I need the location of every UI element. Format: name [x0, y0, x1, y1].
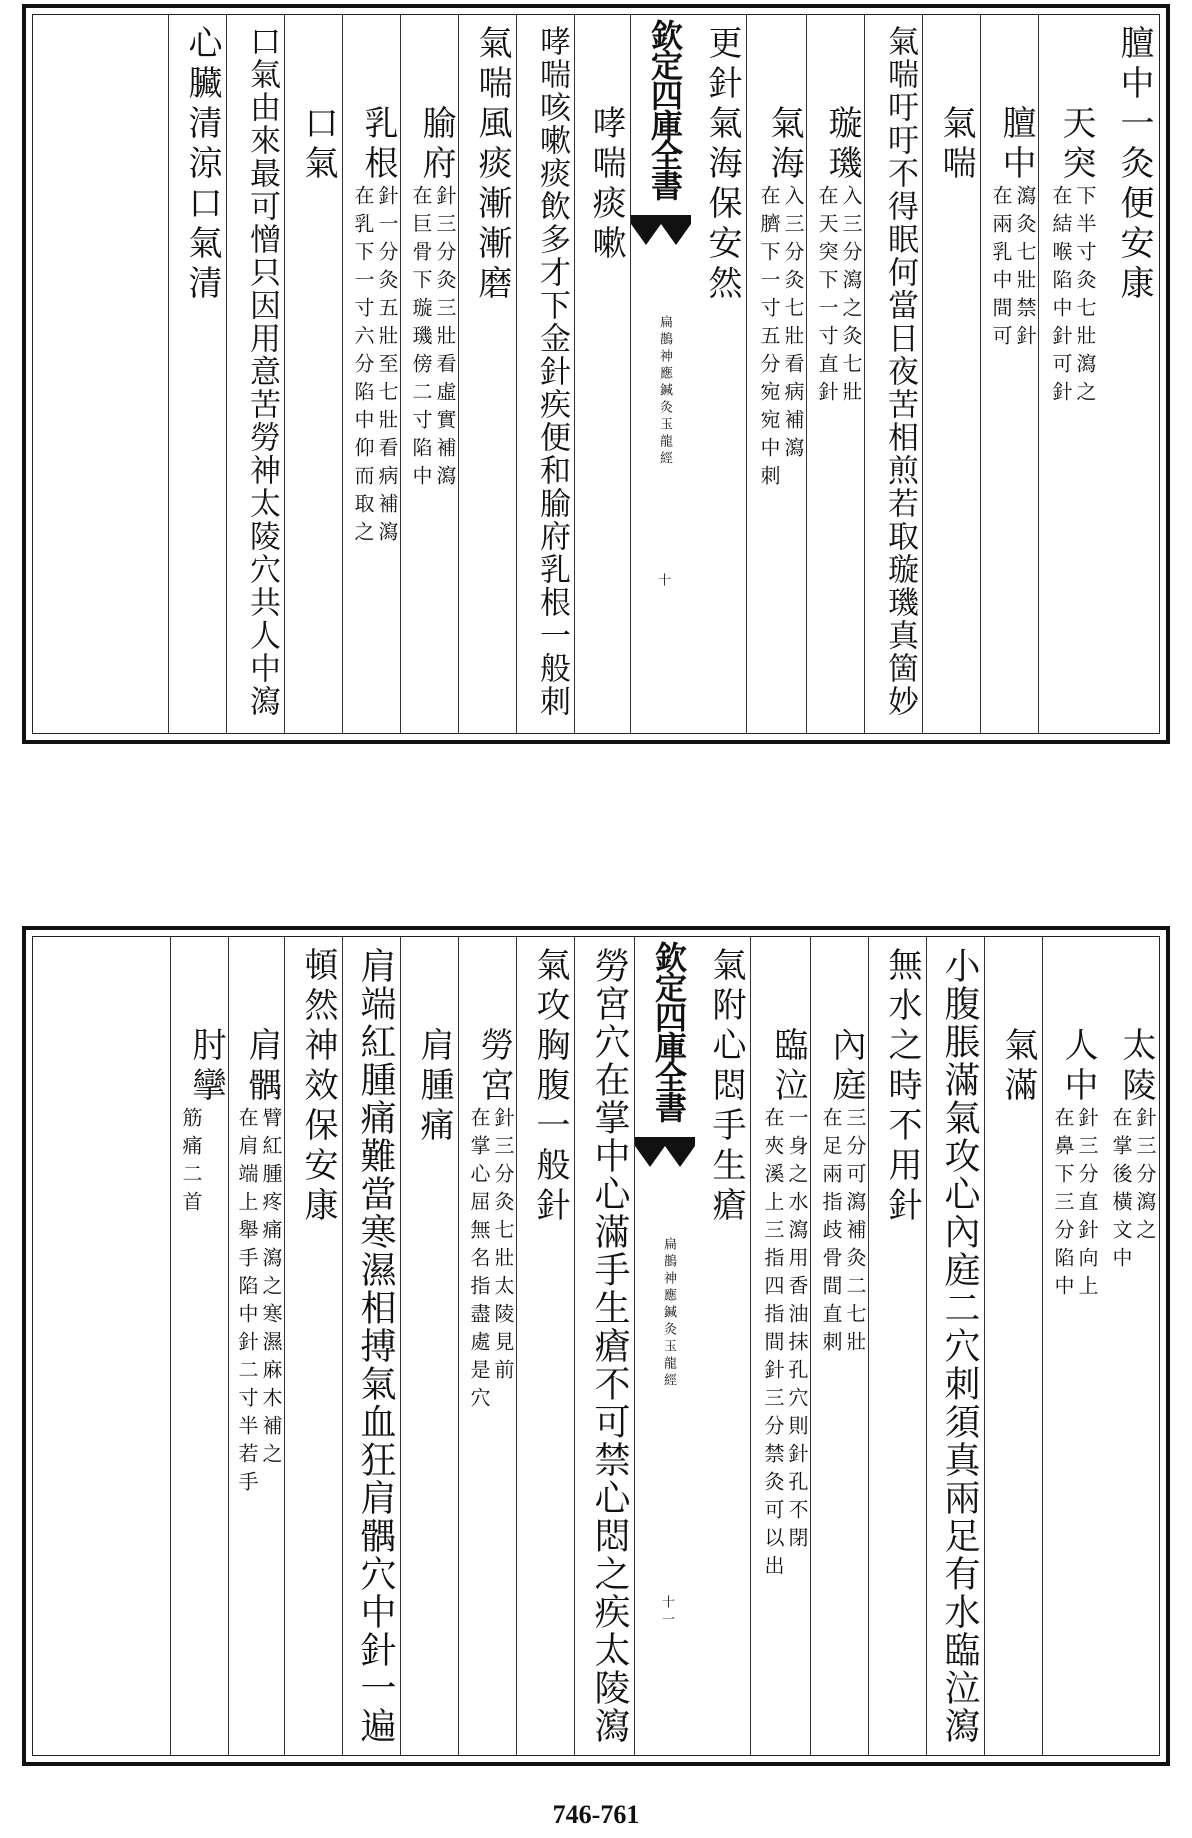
book-title: 欽定四庫全書	[646, 19, 684, 199]
annotation-line: 針三分瀉之	[1133, 1107, 1157, 1247]
book-subtitle: 扁鵲神應鍼灸玉龍經	[657, 315, 672, 468]
annotation-line: 在肩端上舉手陷中針二寸半若手	[235, 1107, 259, 1499]
annotation-line: 入三分灸七壯看病補瀉	[781, 185, 805, 465]
bottom-column-17	[170, 937, 229, 1755]
annotation-line: 在足兩指歧骨間直刺	[819, 1107, 843, 1359]
bottom-column-8	[694, 937, 751, 1755]
bottom-column-16	[228, 937, 285, 1755]
acupoint-name: 氣海	[764, 105, 804, 185]
acupoint-name: 璇璣	[822, 105, 862, 185]
annotation-line: 在乳下一寸六分陷中仰而取之	[351, 185, 375, 549]
fishtail-mark	[631, 215, 691, 245]
acupoint-name: 勞宮	[474, 1027, 514, 1107]
main-text-line: 氣喘	[936, 105, 976, 185]
main-text-line: 無水之時不用針	[882, 947, 922, 1227]
bottom-column-5	[868, 937, 927, 1755]
main-text-line: 肩腫痛	[414, 1027, 454, 1147]
annotation-line: 下半寸灸七壯瀉之	[1073, 185, 1097, 409]
top-column-6	[806, 15, 865, 733]
bottom-column-4	[926, 937, 985, 1755]
annotation-line: 在掌心屈無名指盡處是穴	[467, 1107, 491, 1415]
annotation-line: 針三分灸七壯太陵見前	[491, 1107, 515, 1387]
book-title: 欽定四庫全書	[650, 941, 688, 1121]
main-text-line: 更針氣海保安然	[702, 25, 742, 305]
annotation-line: 針一分灸五壯至七壯看病補瀉	[375, 185, 399, 549]
annotation-line: 瀉灸七壯禁針	[1013, 185, 1037, 353]
main-text-line: 氣喘風痰漸漸磨	[472, 25, 512, 305]
annotation-line: 在天突下一寸直針	[815, 185, 839, 409]
bottom-column-6	[810, 937, 869, 1755]
top-column-2	[1038, 15, 1099, 733]
annotation-line: 在結喉陷中針可針	[1049, 185, 1073, 409]
acupoint-name: 人中	[1058, 1027, 1098, 1107]
main-text-line: 氣攻胸腹一般針	[530, 947, 570, 1227]
bottom-page	[22, 926, 1170, 1766]
top-column-8	[690, 15, 747, 733]
bottom-column-2	[1042, 937, 1101, 1755]
acupoint-name: 臨泣	[768, 1027, 808, 1107]
bottom-column-3	[984, 937, 1043, 1755]
leaf-number: 十一	[659, 1595, 674, 1629]
top-column-14	[342, 15, 401, 733]
acupoint-name: 肩髃	[242, 1027, 282, 1107]
acupoint-name: 太陵	[1116, 1027, 1156, 1107]
main-text-line: 勞宮穴在掌中心滿手生瘡不可禁心悶之疾太陵瀉	[589, 947, 630, 1745]
main-text-line: 小腹脹滿氣攻心內庭二穴刺須真兩足有水臨泣瀉	[939, 947, 980, 1745]
fishtail-mark	[635, 1137, 695, 1167]
bottom-column-11	[516, 937, 575, 1755]
bottom-column-12	[458, 937, 517, 1755]
acupoint-name: 內庭	[826, 1027, 866, 1107]
main-text-line: 口氣	[298, 105, 338, 185]
annotation-line: 入三分瀉之灸七壯	[839, 185, 863, 409]
top-column-3	[980, 15, 1039, 733]
acupoint-name: 天突	[1056, 105, 1096, 185]
annotation-line: 三分可瀉補灸二七壯	[843, 1107, 867, 1359]
main-text-line: 氣滿	[998, 1027, 1038, 1107]
annotation-line: 針三分直針向上	[1075, 1107, 1099, 1303]
annotation-line: 在掌後橫文中	[1109, 1107, 1133, 1275]
top-column-17	[168, 15, 227, 733]
top-column-11	[516, 15, 575, 733]
top-column-16	[226, 15, 285, 733]
annotation-line: 在巨骨下璇璣傍二寸陷中	[409, 185, 433, 493]
main-text-line: 氣喘吁吁不得眠何當日夜苦相煎若取璇璣真箇妙	[882, 25, 918, 718]
main-text-line: 膻中一灸便安康	[1114, 25, 1154, 305]
annotation-line: 針三分灸三壯看虛實補瀉	[433, 185, 457, 493]
annotation-line: 在臍下一寸五分宛宛中刺	[757, 185, 781, 493]
annotation-line: 在鼻下三分陷中	[1051, 1107, 1075, 1303]
acupoint-name: 肘攣	[186, 1027, 226, 1107]
acupoint-name: 膻中	[996, 105, 1036, 185]
main-text-line: 哮喘痰嗽	[586, 105, 626, 265]
acupoint-name: 乳根	[358, 105, 398, 185]
top-column-5	[864, 15, 923, 733]
page-number-footer: 746-761	[552, 1800, 640, 1829]
top-column-13	[400, 15, 459, 733]
top-column-9	[630, 15, 691, 733]
main-text-line: 哮喘咳嗽痰飲多才下金針疾便和腧府乳根一般刺	[534, 25, 570, 718]
top-column-7	[746, 15, 807, 733]
main-text-line: 心臟清涼口氣清	[182, 25, 222, 305]
top-column-10	[574, 15, 631, 733]
main-text-line: 肩端紅腫痛難當寒濕相搏氣血狂肩髃穴中針一遍	[355, 947, 396, 1745]
acupoint-name: 腧府	[416, 105, 456, 185]
main-text-line: 氣附心悶手生瘡	[706, 947, 746, 1227]
bottom-column-14	[342, 937, 401, 1755]
bottom-column-1	[1101, 937, 1159, 1755]
top-column-1	[1099, 15, 1159, 733]
top-page-text-frame	[32, 14, 1160, 734]
annotation-line: 臂紅腫疼痛瀉之寒濕麻木補之	[259, 1107, 283, 1471]
main-text-line: 頓然神效保安康	[298, 947, 338, 1227]
bottom-column-10	[574, 937, 635, 1755]
top-page	[22, 4, 1170, 744]
bottom-column-9	[634, 937, 695, 1755]
book-subtitle: 扁鵲神應鍼灸玉龍經	[661, 1237, 676, 1390]
bottom-column-13	[400, 937, 459, 1755]
top-column-12	[458, 15, 517, 733]
leaf-number: 十	[655, 573, 670, 590]
bottom-column-7	[750, 937, 811, 1755]
main-text-line: 口氣由來最可憎只因用意苦勞神太陵穴共人中瀉	[244, 25, 280, 718]
top-column-4	[922, 15, 981, 733]
annotation-line: 筋痛二首	[179, 1107, 203, 1219]
bottom-column-15	[284, 937, 343, 1755]
top-column-15	[284, 15, 343, 733]
annotation-line: 在夾溪上三指四指間針三分禁灸可以出	[761, 1107, 785, 1583]
annotation-line: 一身之水瀉用香油抹孔穴則針孔不閉	[785, 1107, 809, 1555]
bottom-page-text-frame	[32, 936, 1160, 1756]
annotation-line: 在兩乳中間可	[989, 185, 1013, 353]
